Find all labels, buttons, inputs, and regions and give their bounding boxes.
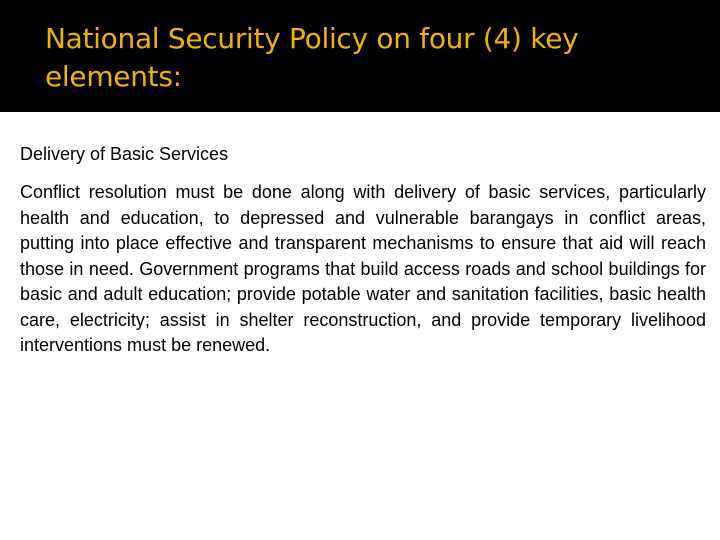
body-paragraph: Conflict resolution must be done along with delivery of basic services, particularly health and education, to depressed and vulnerable barangays in conflict areas, putting into place effective and transparent mechanisms to ensure that aid will reach those in need. Government programs that build access roads and school buildings for basic and adult education; provide potable water and sanitation facilities, basic health care, electricity; assist in shelter reconstruction, and provide temporary livelihood interventions must be renewed.	[20, 182, 706, 355]
slide-content	[20, 142, 706, 359]
slide-title: National Security Policy on four (4) key elements:	[45, 22, 579, 93]
title-bar	[0, 0, 720, 112]
section-subheading: Delivery of Basic Services	[20, 144, 229, 164]
